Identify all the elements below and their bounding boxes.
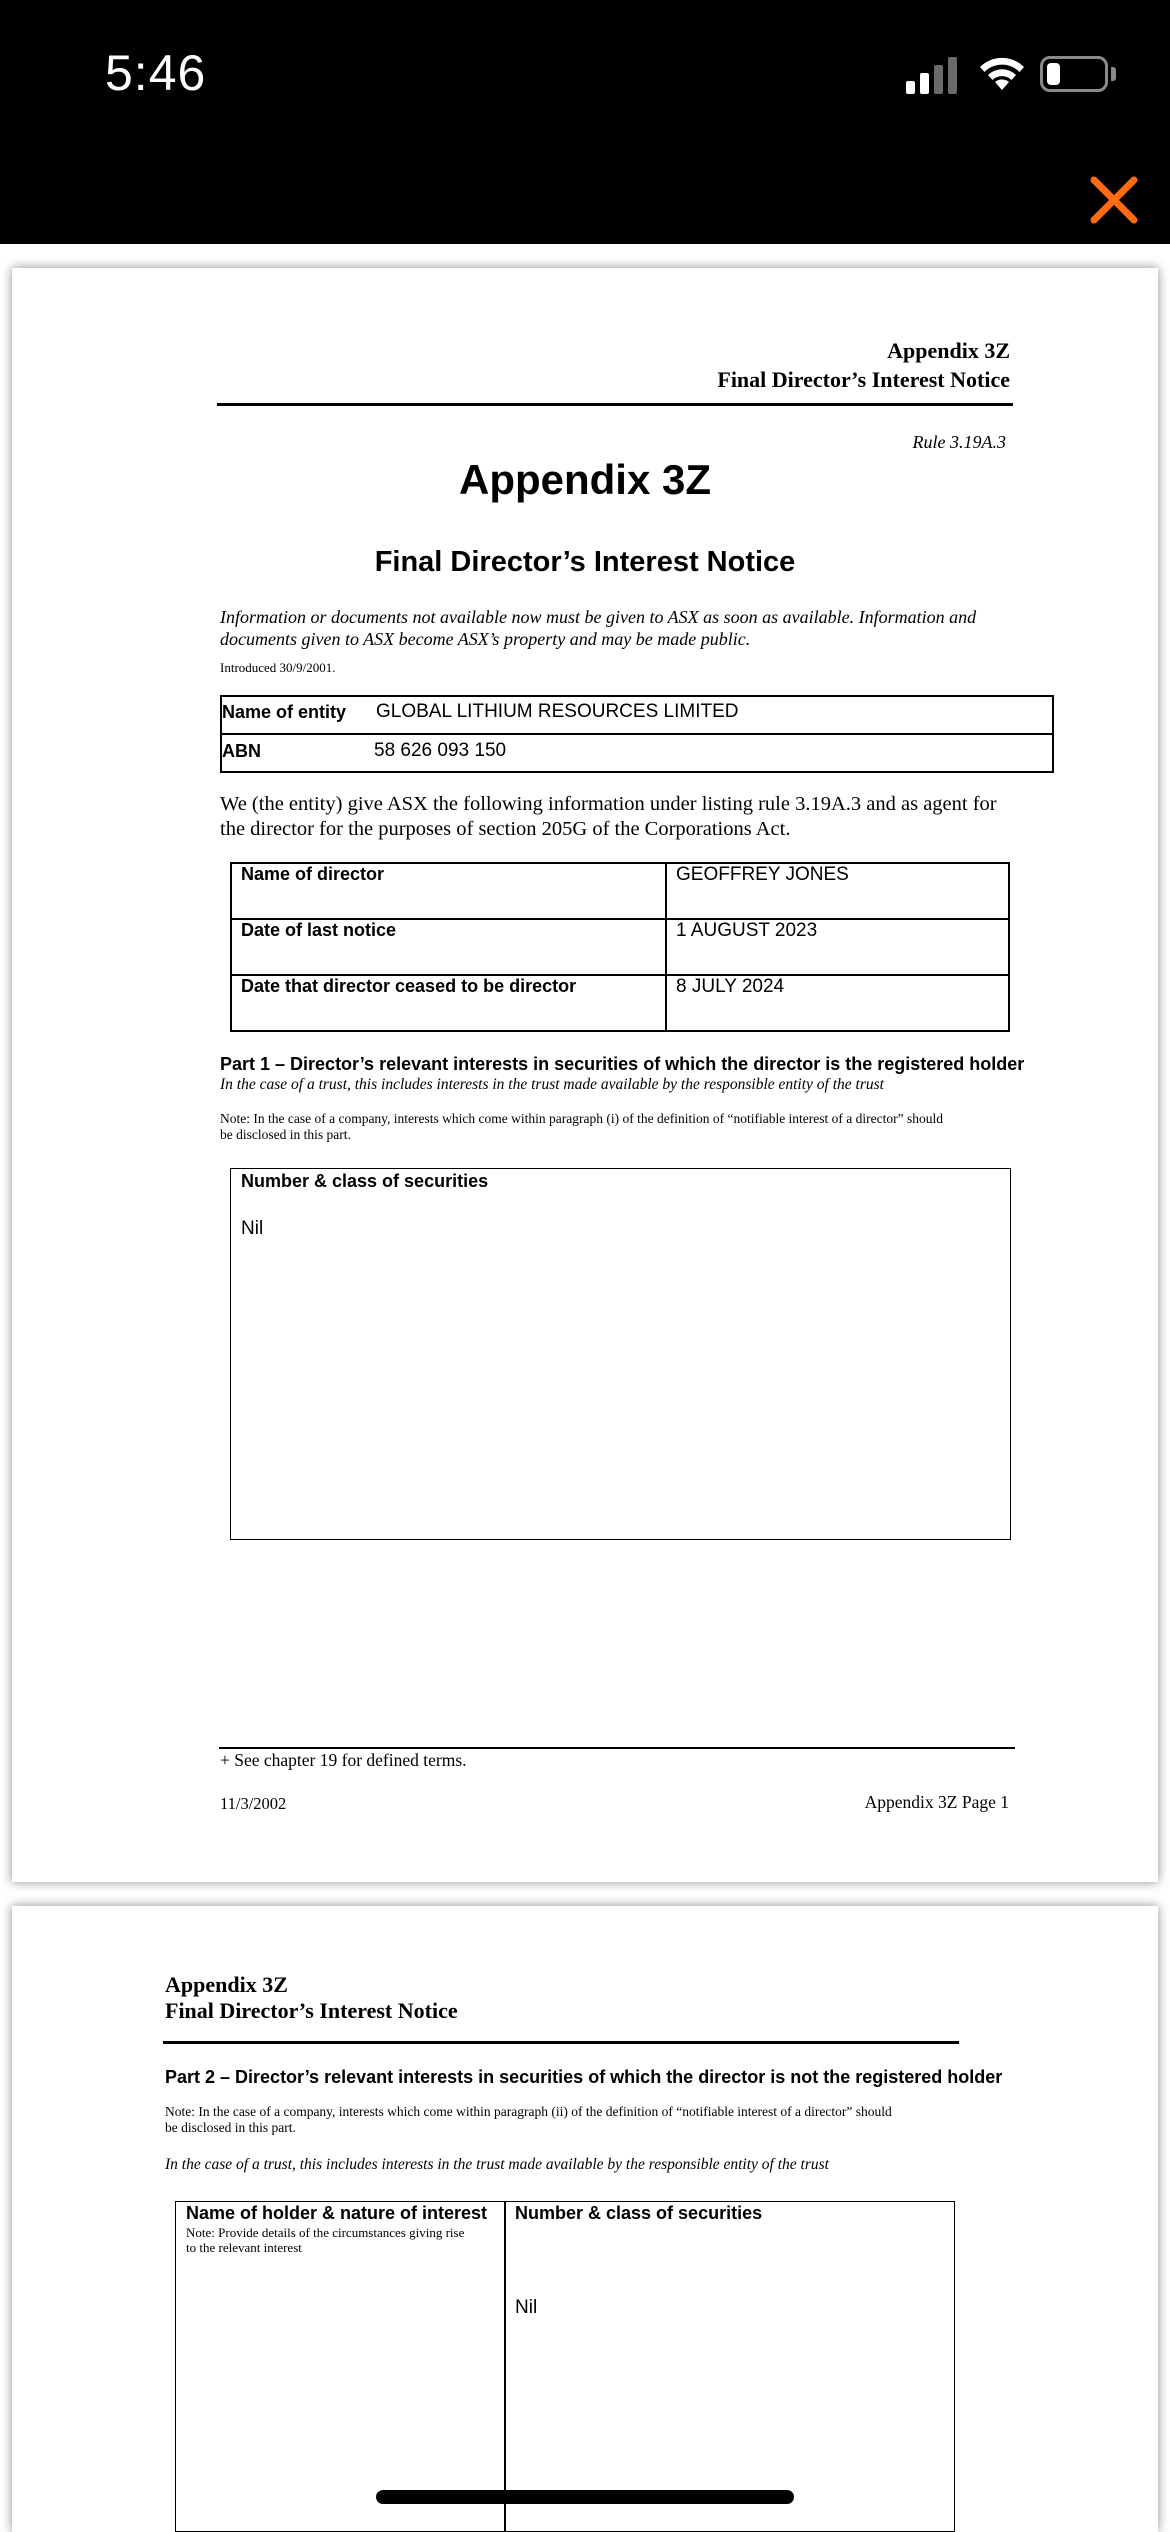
part1-heading: Part 1 – Director’s relevant interests in securities of which the director is the registered holder [220,1054,1025,1074]
header-rule [217,403,1013,406]
holder-label: Name of holder & nature of interest [186,2203,488,2223]
director-name-value: GEOFFREY JONES [676,864,849,885]
part1-note-line-2: be disclosed in this part. [220,1127,351,1142]
entity-table [220,695,1054,773]
abn-label: ABN [222,741,261,761]
part1-note [220,1111,943,1143]
holder-note-line-1: Note: Provide details of the circumstances giving rise [186,2225,465,2240]
document-page-1 [12,268,1158,1882]
cellular-signal-icon [906,56,958,94]
footer-rule [219,1747,1015,1749]
header-title: Appendix 3Z [887,338,1010,363]
part2-securities-value: Nil [515,2297,538,2318]
ceased-date-value: 8 JULY 2024 [676,976,785,997]
document-title: Appendix 3Z [458,456,712,503]
footer-date: 11/3/2002 [220,1794,287,1813]
last-notice-label: Date of last notice [241,920,397,940]
intro-line-2: documents given to ASX become ASX’s property and may be made public. [220,629,751,649]
securities-box [230,1168,1011,1540]
ceased-date-label: Date that director ceased to be director [241,976,577,996]
home-indicator[interactable] [376,2490,794,2504]
battery-tip [1111,67,1116,81]
part2-note [165,2104,892,2136]
page2-header-title: Appendix 3Z [165,1972,288,1997]
holder-note-line-2: to the relevant interest [186,2240,302,2255]
document-subtitle: Final Director’s Interest Notice [374,546,796,578]
header-subtitle: Final Director’s Interest Notice [717,367,1010,392]
footer-page-number: Appendix 3Z Page 1 [864,1792,1009,1812]
status-time: 5:46 [105,45,207,101]
intro-paragraph [220,606,976,650]
page2-header-rule [163,2041,959,2044]
top-bar [0,0,1170,244]
statement-paragraph [220,792,997,842]
holder-note [186,2225,464,2255]
part2-heading: Part 2 – Director’s relevant interests in securities of which the director is not the registered holder [165,2067,1003,2087]
securities-value: Nil [241,1218,264,1239]
part2-securities-label: Number & class of securities [515,2203,763,2223]
intro-line-1: Information or documents not available now must be given to ASX as soon as available. Information and [220,607,977,627]
document-page-2 [12,1906,1158,2532]
rule-reference: Rule 3.19A.3 [912,432,1006,452]
entity-value: GLOBAL LITHIUM RESOURCES LIMITED [376,701,739,722]
battery-icon [1040,56,1108,92]
part2-table [175,2201,955,2532]
page2-header [165,1972,458,2024]
director-name-label: Name of director [241,864,385,884]
page-header [717,336,1010,394]
part1-note-line-1: Note: In the case of a company, interests which come within paragraph (i) of the definition of “notifiable interest of a director” should [220,1111,944,1126]
abn-value: 58 626 093 150 [374,740,507,761]
part2-note-line-1: Note: In the case of a company, interests which come within paragraph (ii) of the definition of “notifiable interest of a director” should [165,2104,892,2119]
wifi-icon [976,52,1028,92]
director-table [230,862,1010,1032]
part1-trust-note: In the case of a trust, this includes interests in the trust made available by the responsible entity of the trust [220,1076,884,1093]
statement-line-2: the director for the purposes of section 205G of the Corporations Act. [220,818,791,840]
footnote: + See chapter 19 for defined terms. [220,1750,467,1770]
part2-trust-note: In the case of a trust, this includes interests in the trust made available by the responsible entity of the trust [165,2156,829,2173]
entity-label: Name of entity [222,702,347,722]
close-x-icon[interactable] [1086,172,1142,228]
page2-header-subtitle: Final Director’s Interest Notice [165,1998,458,2023]
last-notice-value: 1 AUGUST 2023 [676,920,818,941]
statement-line-1: We (the entity) give ASX the following information under listing rule 3.19A.3 and as agent for [220,793,997,815]
part2-note-line-2: be disclosed in this part. [165,2120,296,2135]
securities-label: Number & class of securities [241,1171,489,1191]
introduced-note: Introduced 30/9/2001. [220,660,336,675]
